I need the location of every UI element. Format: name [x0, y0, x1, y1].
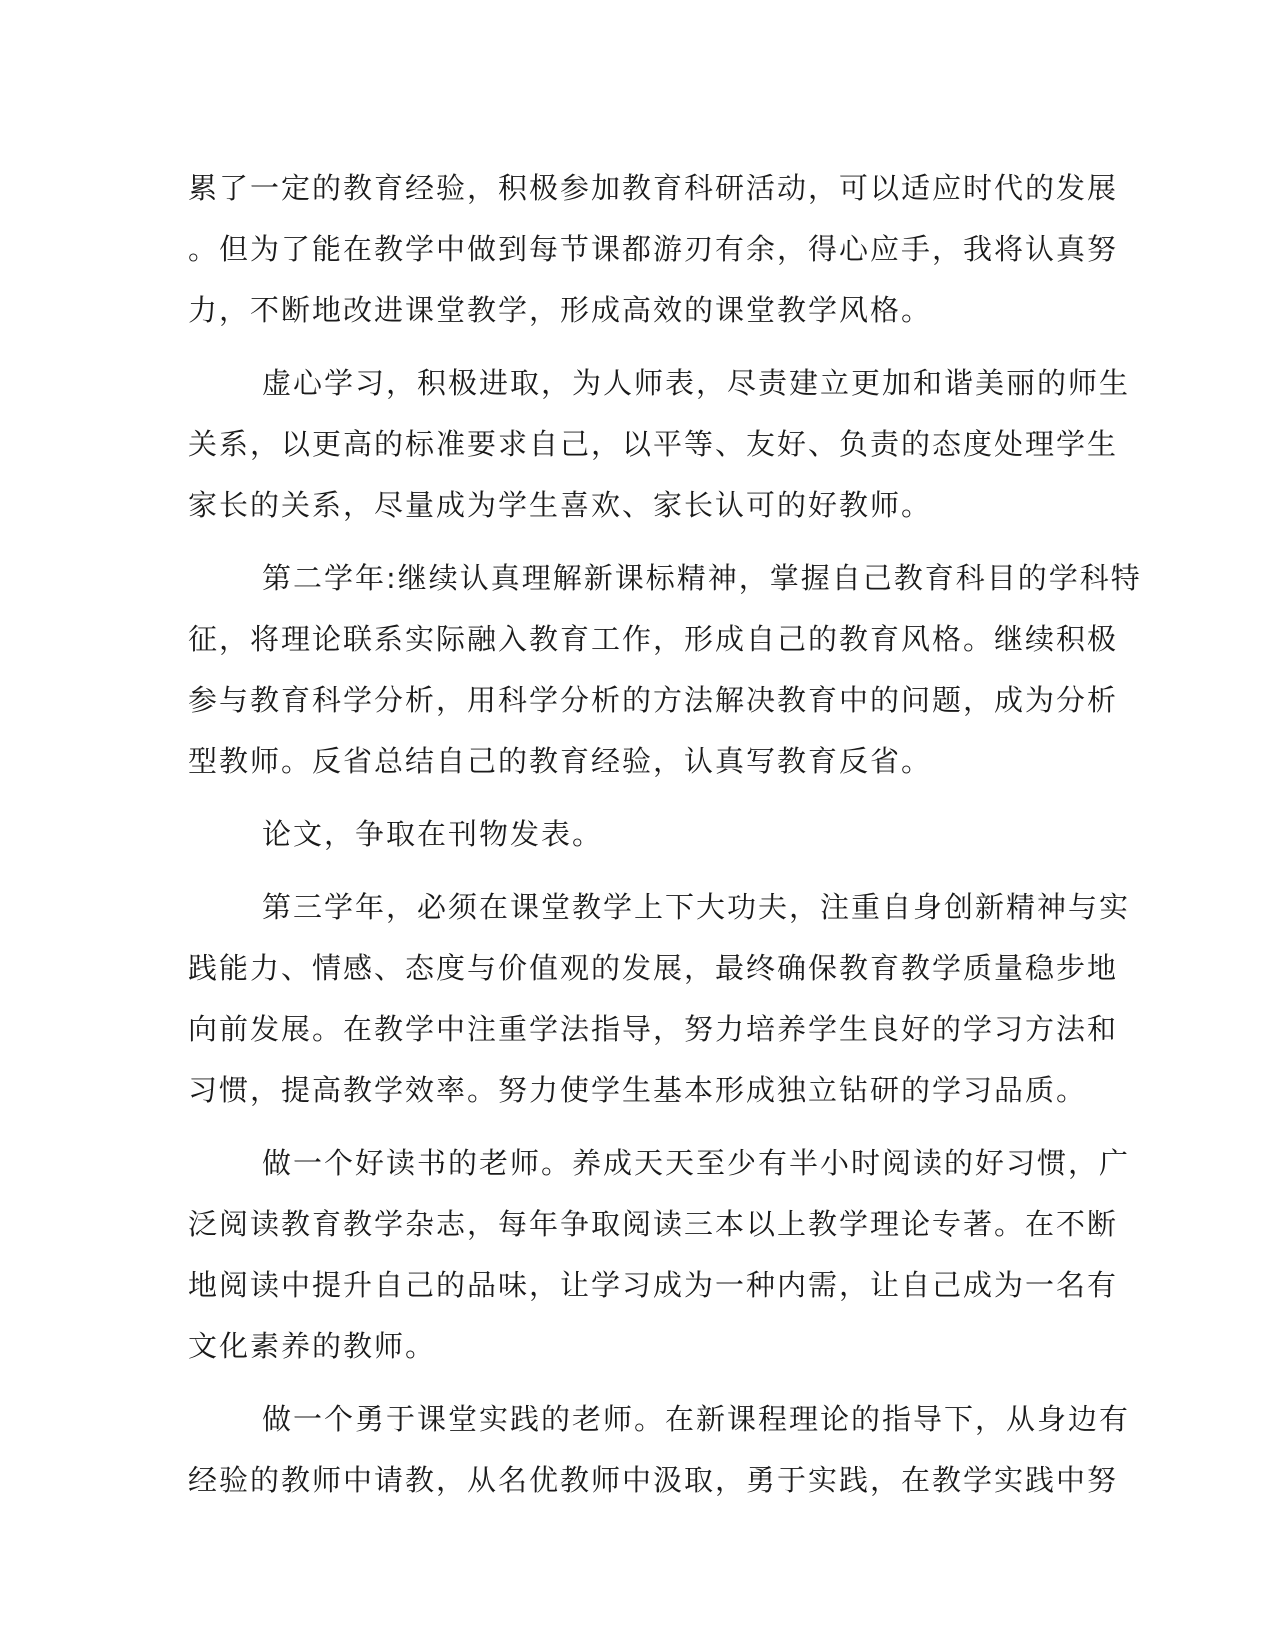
paragraph	[188, 877, 1131, 1121]
text-line: 泛阅读教育教学杂志，每年争取阅读三本以上教学理论专著。在不断	[188, 1207, 1119, 1241]
text-line: 虚心学习，积极进取，为人师表，尽责建立更加和谐美丽的师生	[262, 366, 1131, 400]
text-line: 论文，争取在刊物发表。	[262, 817, 604, 851]
paragraph	[188, 548, 1142, 792]
text-line: 第二学年:继续认真理解新课标精神，掌握自己教育科目的学科特	[262, 561, 1142, 595]
text-line: 力，不断地改进课堂教学，形成高效的课堂教学风格。	[188, 293, 933, 327]
text-line: 征，将理论联系实际融入教育工作，形成自己的教育风格。继续积极	[188, 622, 1119, 656]
text-line: 做一个勇于课堂实践的老师。在新课程理论的指导下，从身边有	[262, 1402, 1131, 1436]
text-line: 地阅读中提升自己的品味，让学习成为一种内需，让自己成为一名有	[188, 1268, 1119, 1302]
paragraph	[188, 1133, 1131, 1377]
text-line: 家长的关系，尽量成为学生喜欢、家长认可的好教师。	[188, 488, 933, 522]
text-line: 做一个好读书的老师。养成天天至少有半小时阅读的好习惯，广	[262, 1146, 1131, 1180]
paragraph	[188, 1389, 1131, 1511]
text-line: 第三学年，必须在课堂教学上下大功夫，注重自身创新精神与实	[262, 890, 1131, 924]
text-line: 践能力、情感、态度与价值观的发展，最终确保教育教学质量稳步地	[188, 951, 1119, 985]
paragraph	[188, 353, 1131, 536]
text-line: 。但为了能在教学中做到每节课都游刃有余，得心应手，我将认真努	[188, 232, 1119, 266]
text-line: 文化素养的教师。	[188, 1329, 437, 1363]
text-line: 向前发展。在教学中注重学法指导，努力培养学生良好的学习方法和	[188, 1012, 1119, 1046]
text-line: 关系，以更高的标准要求自己，以平等、友好、负责的态度处理学生	[188, 427, 1119, 461]
text-line: 型教师。反省总结自己的教育经验，认真写教育反省。	[188, 744, 933, 778]
paragraph	[188, 804, 1088, 865]
text-line: 习惯，提高教学效率。努力使学生基本形成独立钻研的学习品质。	[188, 1073, 1088, 1107]
text-line: 累了一定的教育经验，积极参加教育科研活动，可以适应时代的发展	[188, 171, 1119, 205]
text-line: 经验的教师中请教，从名优教师中汲取，勇于实践，在教学实践中努	[188, 1463, 1119, 1497]
text-line: 参与教育科学分析，用科学分析的方法解决教育中的问题，成为分析	[188, 683, 1119, 717]
body-text	[188, 158, 1142, 1523]
paragraph	[188, 158, 1119, 341]
